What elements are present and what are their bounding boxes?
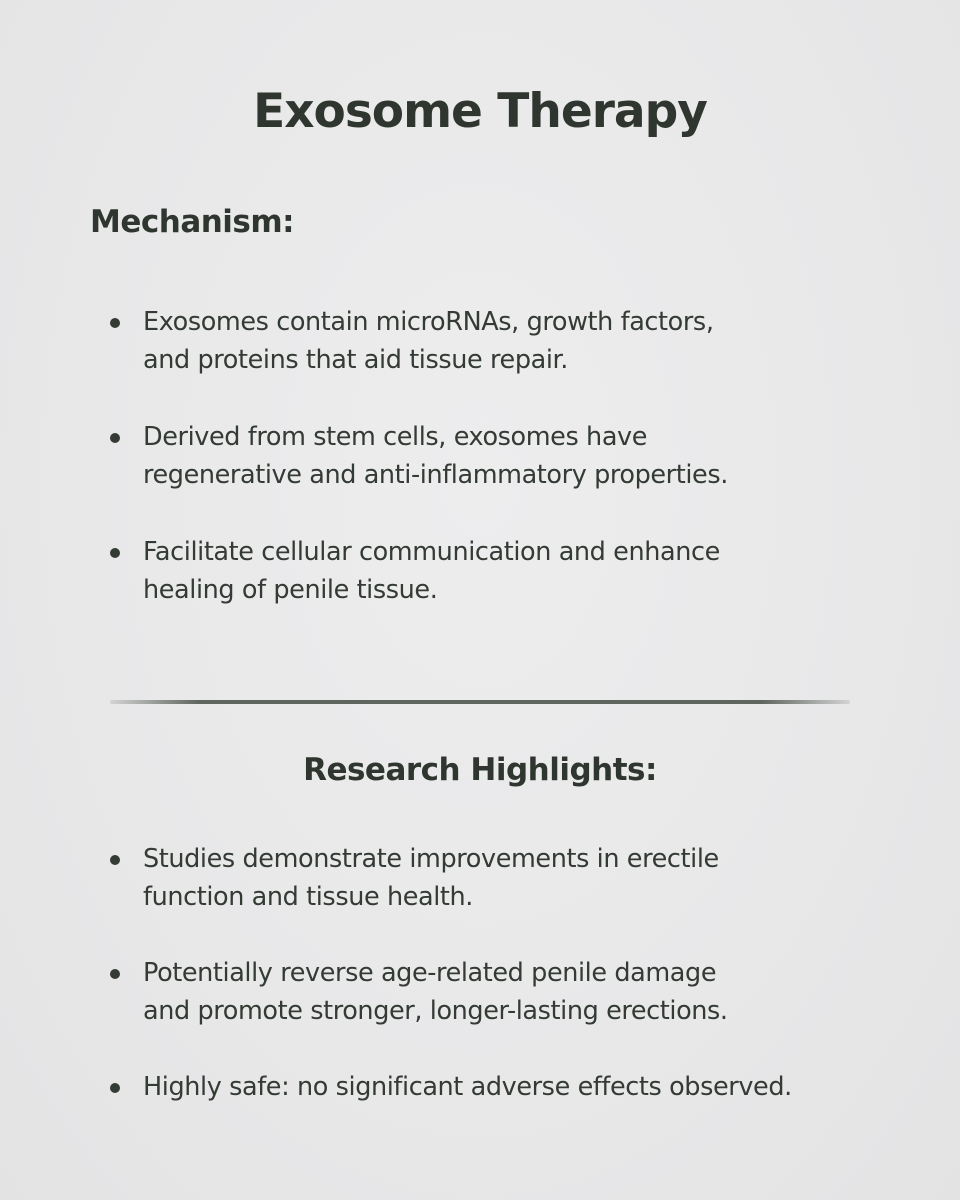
bullet-icon — [110, 433, 120, 443]
list-item-line: Studies demonstrate improvements in erectile — [143, 844, 719, 874]
research-highlights-list — [0, 840, 960, 1144]
page-title: Exosome Therapy — [253, 84, 707, 139]
list-item-line: Facilitate cellular communication and enhance — [143, 537, 720, 567]
bullet-icon — [110, 1083, 120, 1093]
mechanism-heading: Mechanism: — [90, 204, 295, 240]
list-item — [0, 1068, 960, 1106]
list-item-line: Highly safe: no significant adverse effects observed. — [143, 1072, 792, 1102]
bullet-icon — [110, 969, 120, 979]
list-item-line: regenerative and anti-inflammatory properties. — [143, 460, 728, 490]
list-item — [0, 303, 960, 379]
list-item-line: healing of penile tissue. — [143, 575, 438, 605]
list-item-line: Derived from stem cells, exosomes have — [143, 422, 648, 452]
bullet-icon — [110, 318, 120, 328]
section-divider — [110, 700, 850, 704]
list-item-line: and proteins that aid tissue repair. — [143, 345, 568, 375]
list-item-line: and promote stronger, longer-lasting erections. — [143, 996, 728, 1026]
mechanism-list — [0, 303, 960, 648]
list-item — [0, 954, 960, 1030]
list-item-line: Exosomes contain microRNAs, growth factors, — [143, 307, 714, 337]
bullet-icon — [110, 855, 120, 865]
list-item-line: function and tissue health. — [143, 882, 473, 912]
list-item — [0, 840, 960, 916]
bullet-icon — [110, 548, 120, 558]
list-item — [0, 418, 960, 494]
list-item — [0, 533, 960, 609]
research-highlights-heading: Research Highlights: — [303, 752, 657, 788]
list-item-line: Potentially reverse age-related penile damage — [143, 958, 717, 988]
